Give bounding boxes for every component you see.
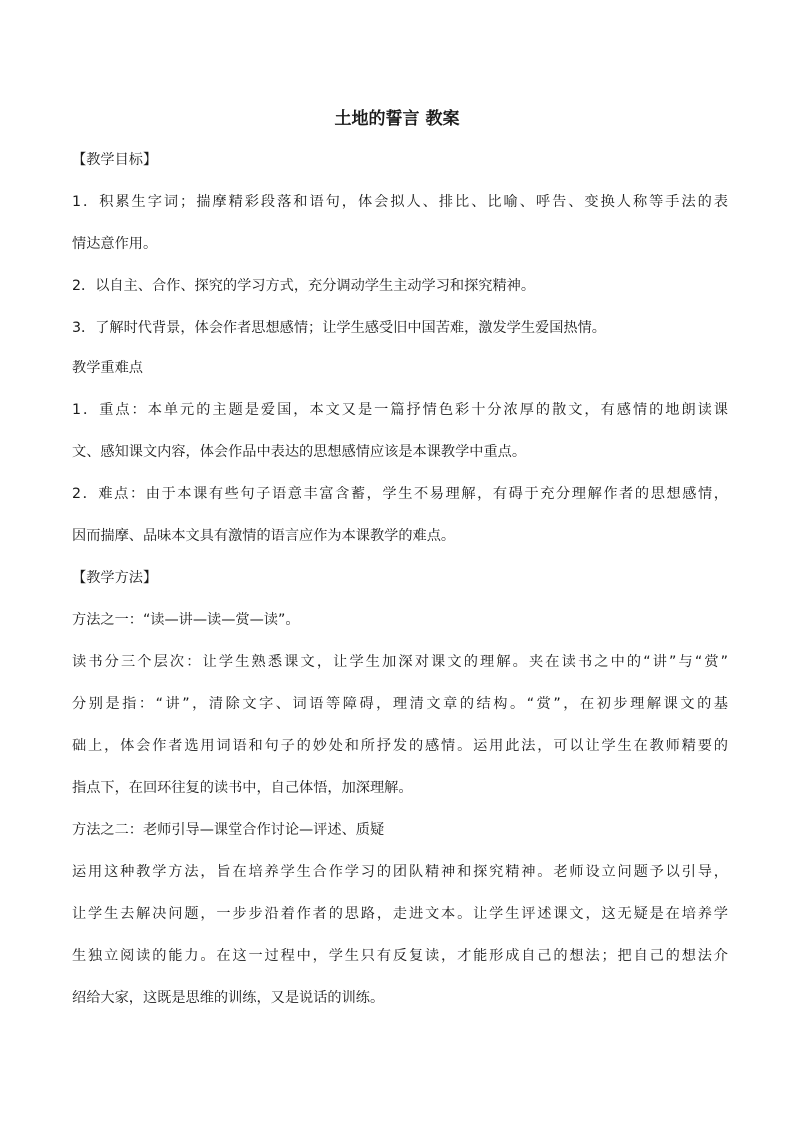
method-2-line-1: 运用这种教学方法，旨在培养学生合作学习的团队精神和探究精神。老师设立问题予以引导， bbox=[72, 864, 728, 880]
goal-2: 2．以自主、合作、探究的学习方式，充分调动学生主动学习和探究精神。 bbox=[72, 278, 536, 294]
goal-1-line-2: 情达意作用。 bbox=[72, 236, 158, 252]
key-point-1-line-2: 文、感知课文内容，体会作品中表达的思想感情应该是本课教学中重点。 bbox=[72, 444, 527, 460]
key-point-2-line-2: 因而揣摩、品味本文具有激情的语言应作为本课教学的难点。 bbox=[72, 528, 456, 544]
method-2-line-4: 绍给大家，这既是思维的训练，又是说话的训练。 bbox=[72, 990, 385, 1006]
heading-key-points: 教学重难点 bbox=[72, 360, 143, 376]
method-2-title: 方法之二：老师引导—课堂合作讨论—评述、质疑 bbox=[72, 822, 385, 838]
method-1-line-3: 础上，体会作者选用词语和句子的妙处和所抒发的感情。运用此法，可以让学生在教师精要的 bbox=[72, 738, 728, 754]
method-1-line-1: 读书分三个层次：让学生熟悉课文，让学生加深对课文的理解。夹在读书之中的“讲”与“赏” bbox=[72, 654, 728, 670]
method-1-line-2: 分别是指：“讲”，清除文字、词语等障碍，理清文章的结构。“赏”，在初步理解课文的基 bbox=[72, 696, 728, 712]
key-point-1-line-1: 1．重点：本单元的主题是爱国，本文又是一篇抒情色彩十分浓厚的散文，有感情的地朗读课 bbox=[72, 402, 728, 418]
document-title: 土地的誓言 教案 bbox=[334, 109, 460, 129]
goal-1-line-1: 1．积累生字词；揣摩精彩段落和语句，体会拟人、排比、比喻、呼告、变换人称等手法的表 bbox=[72, 194, 728, 210]
method-1-line-4: 指点下，在回环往复的读书中，自己体悟，加深理解。 bbox=[72, 780, 413, 796]
heading-teaching-goals: 【教学目标】 bbox=[72, 152, 158, 168]
method-2-line-2: 让学生去解决问题，一步步沿着作者的思路，走进文本。让学生评述课文，这无疑是在培养学 bbox=[72, 906, 728, 922]
heading-teaching-methods: 【教学方法】 bbox=[72, 570, 158, 586]
method-2-line-3: 生独立阅读的能力。在这一过程中，学生只有反复读，才能形成自己的想法；把自己的想法介 bbox=[72, 948, 728, 964]
method-1-title: 方法之一：“读—讲—读—赏—读”。 bbox=[72, 612, 300, 628]
goal-3: 3．了解时代背景，体会作者思想感情；让学生感受旧中国苦难，激发学生爱国热情。 bbox=[72, 320, 606, 336]
key-point-2-line-1: 2．难点：由于本课有些句子语意丰富含蓄，学生不易理解，有碍于充分理解作者的思想感情， bbox=[72, 486, 728, 502]
